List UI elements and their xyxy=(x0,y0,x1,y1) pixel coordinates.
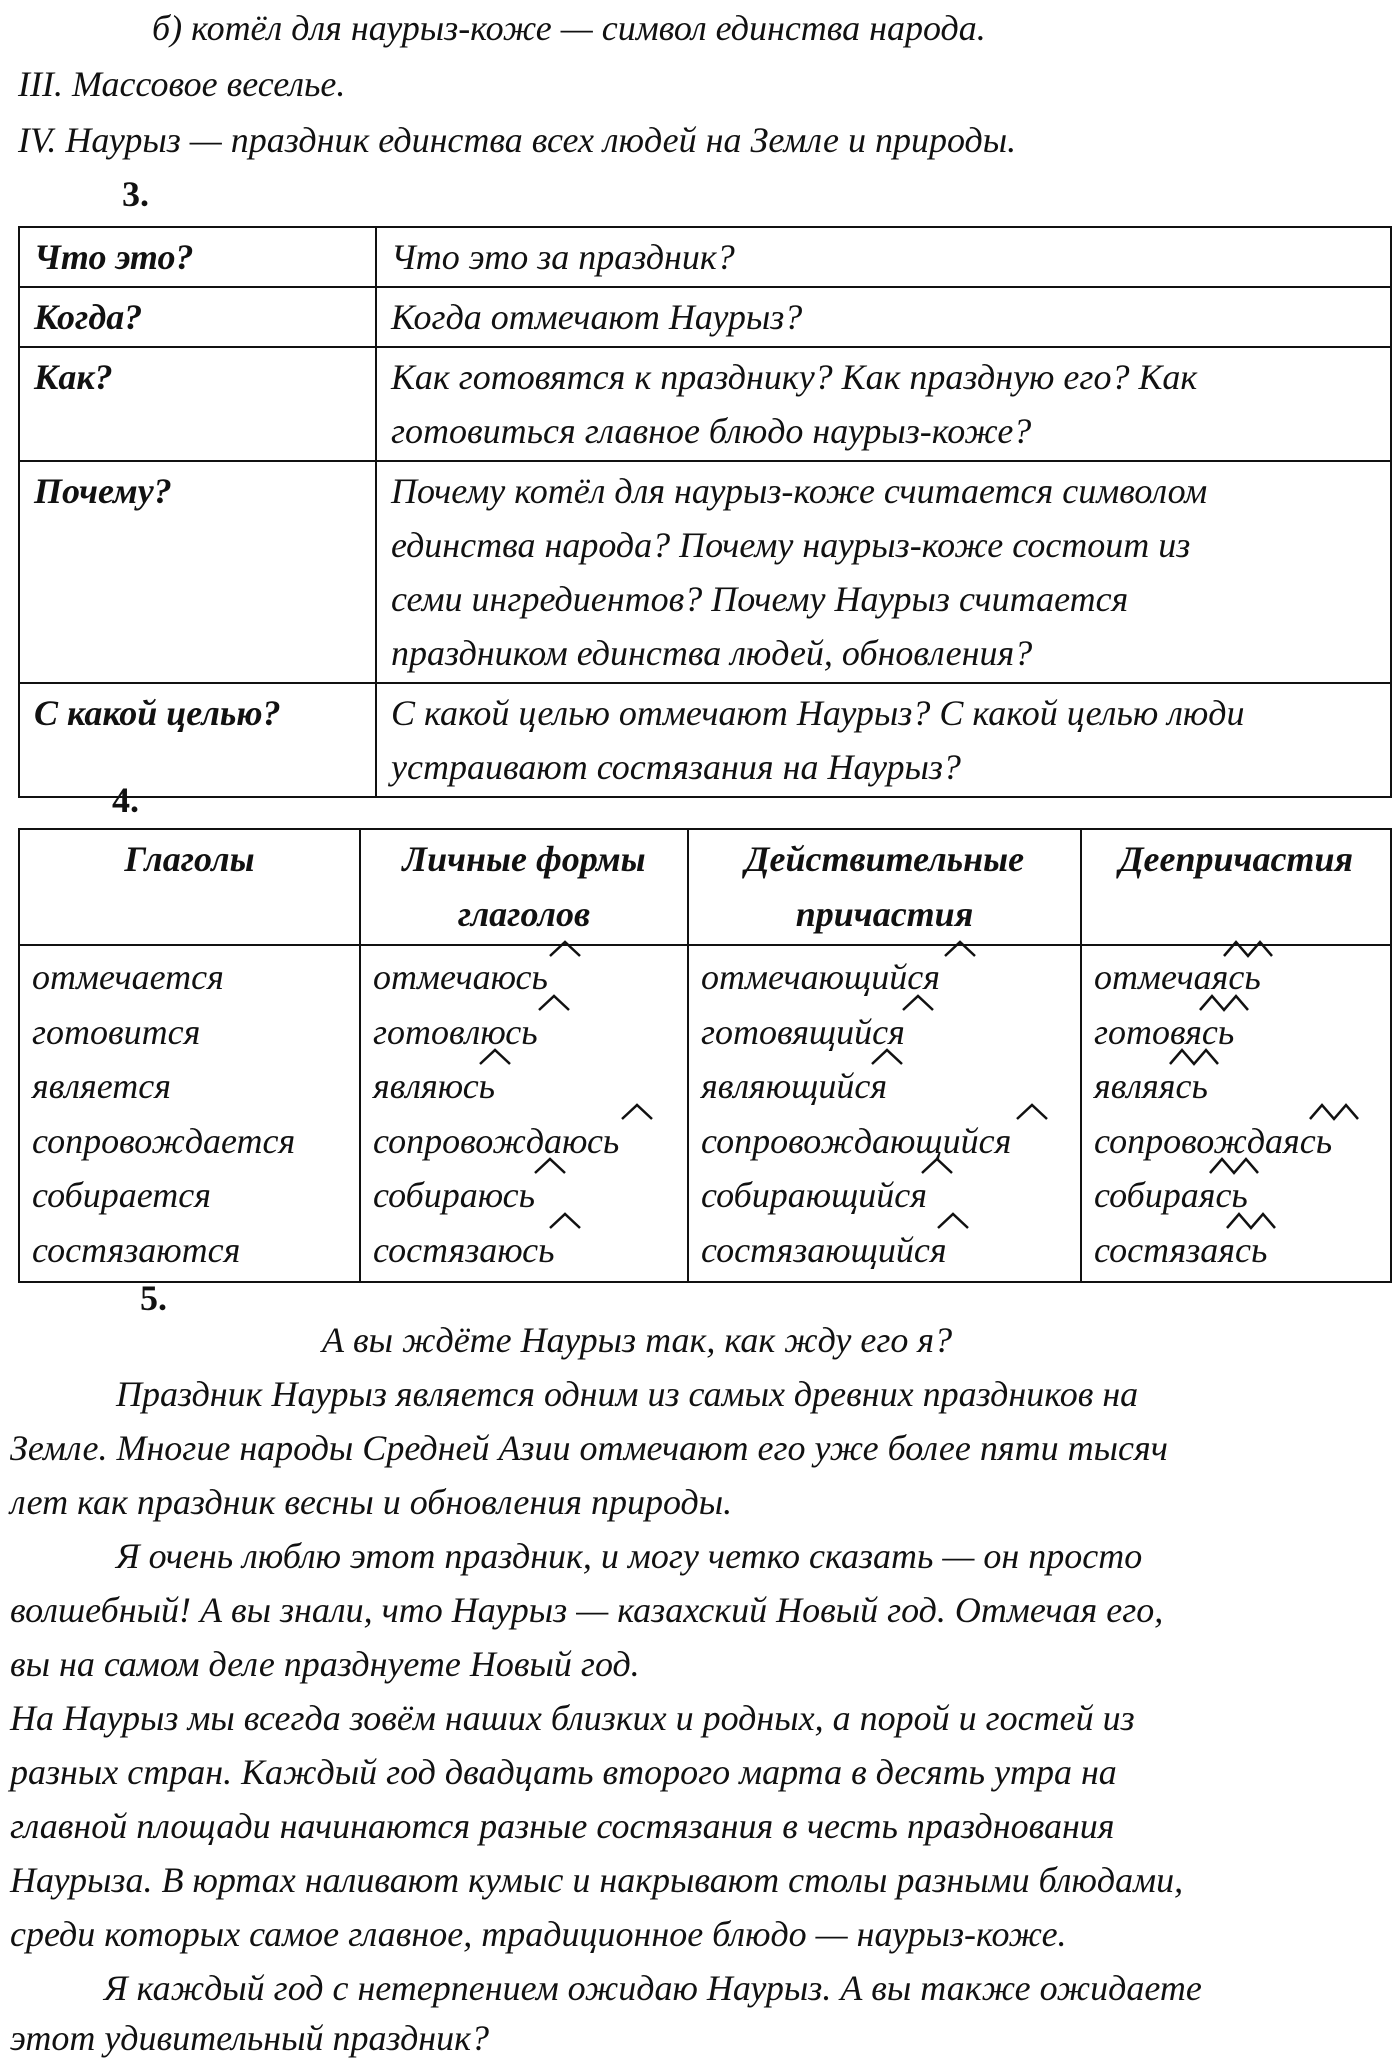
essay-line: На Наурыз мы всегда зовём наших близких и родных, а порой и гостей из xyxy=(10,1698,1135,1738)
suffix-mark-icon xyxy=(943,938,977,958)
section-4-number: 4. xyxy=(112,780,139,820)
suffix-mark-icon xyxy=(936,1210,970,1230)
list-item: сопровождающийся xyxy=(701,1120,1012,1161)
section-5-number: 5. xyxy=(140,1278,167,1318)
list-item: собирающийся xyxy=(701,1175,927,1215)
essay-line: среди которых самое главное, традиционное блюдо — наурыз-коже. xyxy=(10,1914,1067,1954)
column-header: Деепричастия xyxy=(1081,829,1391,945)
table-row xyxy=(19,227,1391,287)
list-item: сопровождаясь xyxy=(1094,1120,1333,1161)
list-item: сопровождается xyxy=(32,1120,296,1161)
suffix-mark-icon xyxy=(1015,1101,1049,1121)
suffix-mark-icon xyxy=(1168,1046,1228,1066)
column-header: Личные формы глаголов xyxy=(360,829,688,945)
suffix-mark-icon xyxy=(548,1210,582,1230)
question-key: Как? xyxy=(19,347,376,461)
list-item: состязаюсь xyxy=(373,1229,555,1270)
table-header-row xyxy=(19,829,1391,945)
essay-line: вы на самом деле празднуете Новый год. xyxy=(10,1644,640,1684)
column-header: Глаголы xyxy=(19,829,360,945)
table-row xyxy=(19,683,1391,797)
question-text: Почему котёл для наурыз-коже считается символом единства народа? Почему наурыз-коже состоит из семи ингредиентов? Почему Наурыз считается праздником единства людей, обновления? xyxy=(376,461,1391,683)
suffix-mark-icon xyxy=(901,992,935,1012)
question-text: Когда отмечают Наурыз? xyxy=(376,287,1391,347)
suffix-mark-icon xyxy=(870,1046,904,1066)
list-item: сопровождаюсь xyxy=(373,1120,620,1161)
list-item: отмечается xyxy=(32,957,224,997)
list-item: являюсь xyxy=(373,1066,496,1106)
suffix-mark-icon xyxy=(1308,1101,1368,1121)
question-key: Почему? xyxy=(19,461,376,683)
suffix-mark-icon xyxy=(1222,938,1282,958)
table-row xyxy=(19,945,1391,1282)
essay-line: Я каждый год с нетерпением ожидаю Наурыз. А вы также ожидаете xyxy=(104,1968,1202,2008)
intro-line: б) котёл для наурыз-коже — символ единства народа. xyxy=(152,8,986,48)
suffix-mark-icon xyxy=(920,1155,954,1175)
list-item: состязаются xyxy=(32,1229,241,1270)
question-key: Когда? xyxy=(19,287,376,347)
list-item: собираясь xyxy=(1094,1175,1248,1215)
suffix-mark-icon xyxy=(620,1101,654,1121)
list-item: собирается xyxy=(32,1175,211,1215)
table-row xyxy=(19,461,1391,683)
column-header: Действительные причастия xyxy=(688,829,1081,945)
suffix-mark-icon xyxy=(548,938,582,958)
list-item: готовится xyxy=(32,1011,201,1052)
list-item: является xyxy=(32,1066,172,1106)
essay-title: А вы ждёте Наурыз так, как жду его я? xyxy=(322,1320,953,1360)
essay-line: Праздник Наурыз является одним из самых древних праздников на xyxy=(116,1374,1139,1414)
essay-line: этот удивительный праздник? xyxy=(10,2018,489,2058)
essay-line: лет как праздник весны и обновления природы. xyxy=(10,1482,733,1522)
essay-line: главной площади начинаются разные состязания в честь празднования xyxy=(10,1806,1115,1846)
list-item: являющийся xyxy=(701,1066,888,1106)
intro-line: III. Массовое веселье. xyxy=(18,64,346,104)
list-item: готовясь xyxy=(1094,1011,1235,1052)
suffix-mark-icon xyxy=(1225,1210,1285,1230)
question-text: Что это за праздник? xyxy=(376,227,1391,287)
intro-line: IV. Наурыз — праздник единства всех людей на Земле и природы. xyxy=(18,120,1017,160)
suffix-mark-icon xyxy=(533,1155,567,1175)
question-text: Как готовятся к празднику? Как праздную его? Как готовиться главное блюдо наурыз-коже? xyxy=(376,347,1391,461)
essay-line: Я очень люблю этот праздник, и могу четко сказать — он просто xyxy=(116,1536,1143,1576)
essay-line: волшебный! А вы знали, что Наурыз — казахский Новый год. Отмечая его, xyxy=(10,1590,1164,1630)
list-item: состязаясь xyxy=(1094,1229,1268,1270)
essay-line: Наурыза. В юртах наливают кумыс и накрывают столы разными блюдами, xyxy=(10,1860,1184,1900)
list-item: готовящийся xyxy=(701,1011,905,1052)
suffix-mark-icon xyxy=(1208,1155,1268,1175)
questions-table xyxy=(18,226,1392,798)
list-item: являясь xyxy=(1094,1066,1208,1106)
list-item: отмечаюсь xyxy=(373,957,548,997)
list-item: отмечающийся xyxy=(701,957,940,997)
question-key: С какой целью? xyxy=(19,683,376,797)
table-row xyxy=(19,287,1391,347)
table-row xyxy=(19,347,1391,461)
question-text: С какой целью отмечают Наурыз? С какой целью люди устраивают состязания на Наурыз? xyxy=(376,683,1391,797)
section-3-number: 3. xyxy=(122,174,149,214)
suffix-mark-icon xyxy=(1198,992,1258,1012)
list-item: собираюсь xyxy=(373,1175,535,1215)
question-key: Что это? xyxy=(19,227,376,287)
list-item: готовлюсь xyxy=(373,1011,538,1052)
list-item: отмечаясь xyxy=(1094,957,1261,997)
essay-line: разных стран. Каждый год двадцать второго марта в десять утра на xyxy=(10,1752,1117,1792)
verbs-column xyxy=(19,945,360,1282)
list-item: состязающийся xyxy=(701,1229,947,1270)
essay-line: Земле. Многие народы Средней Азии отмечают его уже более пяти тысяч xyxy=(10,1428,1168,1468)
suffix-mark-icon xyxy=(478,1046,512,1066)
suffix-mark-icon xyxy=(537,992,571,1012)
